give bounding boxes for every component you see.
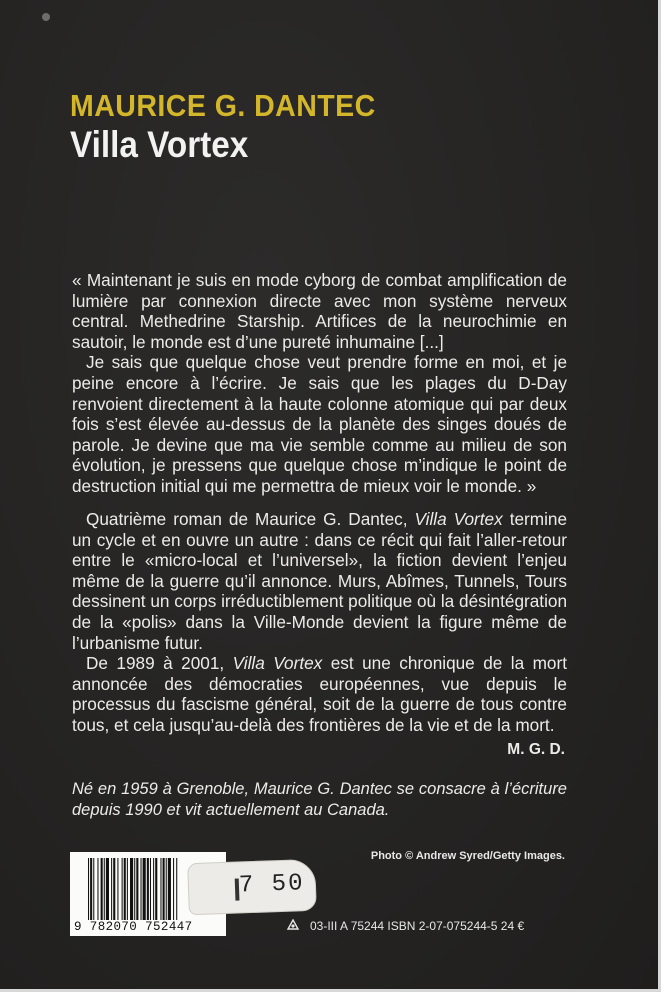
signature: M. G. D. — [507, 741, 565, 758]
publisher-code: 03-III A 75244 ISBN 2-07-075244-5 24 € — [310, 919, 525, 933]
sticker-price: 7 50 — [238, 870, 305, 900]
book-title-inline: Villa Vortex — [232, 653, 323, 674]
publisher-logo-icon — [286, 919, 300, 931]
barcode-digits: 9 782070 752447 — [74, 920, 193, 934]
blurb-paragraph: Quatrième roman de Maurice G. Dantec, Villa Vortex termine un cycle et en ouvre un autre : dans ce récit qui fait l’aller-retour entre le «micro-local et l’universel», la fiction devient l’enjeu même de la guerre qu’il annonce. Murs, Abîmes, Tunnels, Tours dessinent un corps irréductiblement politique où la désintégration de la «polis» dans la Ville-Monde devient la figure même de l’urbanisme futur. — [72, 509, 568, 653]
excerpt-quote — [72, 270, 567, 497]
author-bio: Né en 1959 à Grenoble, Maurice G. Dantec se consacre à l’écriture depuis 1990 et vit actuellement au Canada. — [72, 780, 567, 819]
pin-hole — [42, 13, 50, 21]
quote-paragraph: « Maintenant je suis en mode cyborg de combat amplification de lumière par connexion directe avec mon système nerveux central. Methedrine Starship. Artifices de la neurochimie en sautoir, le monde est d’une pureté inhumaine [...] — [72, 270, 567, 352]
publisher-info — [286, 919, 524, 933]
blurb-paragraph: De 1989 à 2001, Villa Vortex est une chronique de la mort annoncée des démocraties européennes, vue depuis le processus du fascisme général, soit de la guerre de tous contre tous, et cela jusqu’au-delà des frontières de la vie et de la mort. — [72, 653, 567, 735]
book-blurb — [72, 509, 567, 736]
photo-credit: Photo © Andrew Syred/Getty Images. — [370, 850, 565, 862]
book-title: Villa Vortex — [70, 124, 249, 165]
book-title-inline: Villa Vortex — [414, 509, 503, 529]
quote-paragraph: Je sais que quelque chose veut prendre forme en moi, et je peine encore à l’écrire. Je sais que les plages du D-Day renvoient directement à la haute colonne atomique qui par deux fois s’est élevée au-dessus de la planète des singes doués de parole. Je devine que ma vie semble comme au milieu de son évolution, je pressens que quelque chose m’indique le point de destruction initial qui me permettra de mieux voir le monde. » — [72, 352, 567, 496]
author-name: MAURICE G. DANTEC — [70, 88, 376, 123]
price-sticker — [187, 859, 317, 915]
